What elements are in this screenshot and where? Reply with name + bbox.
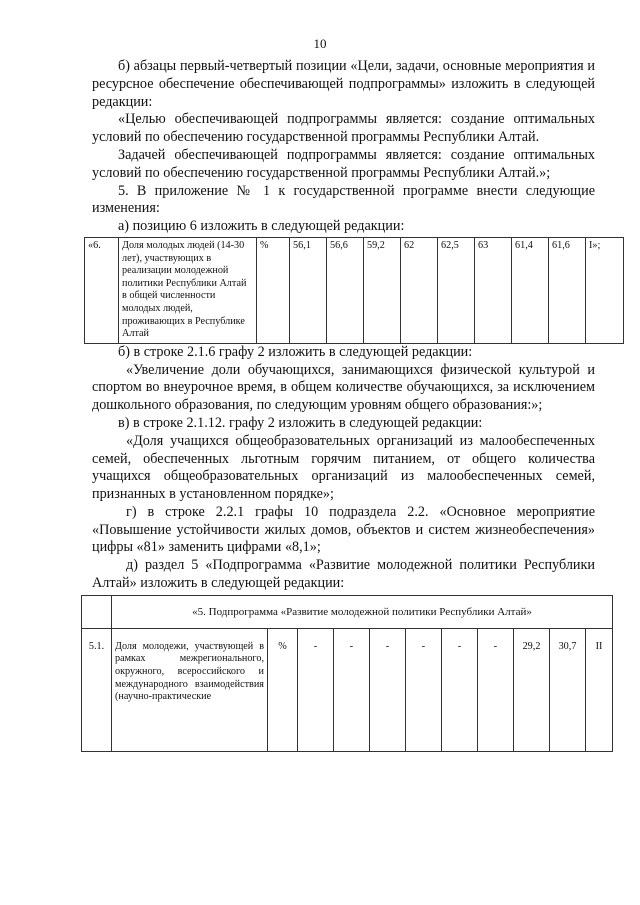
quote-goal: «Целью обеспечивающей подпрограммы является: создание оптимальных условий по обеспечению государственной программы Республики Алтай. [92, 111, 595, 146]
item-5: 5. В приложение № 1 к государственной программе внести следующие изменения: [92, 182, 595, 217]
item-5d: д) раздел 5 «Подпрограмма «Развитие молодежной политики Республики Алтай» изложить в следующей редакции: [92, 557, 595, 592]
cell-empty [82, 595, 112, 628]
cell-value: 56,6 [327, 237, 364, 343]
cell-unit: % [257, 237, 290, 343]
document-body [88, 58, 603, 752]
item-5g: г) в строке 2.2.1 графы 10 подраздела 2.2. «Основное мероприятие «Повышение устойчивости жилых домов, объектов и систем жизнеобеспечения» цифры «81» заменить цифрами «8,1»; [92, 503, 595, 556]
cell-num: 5.1. [82, 628, 112, 751]
cell-last: I»; [586, 237, 624, 343]
page-number: 10 [313, 36, 327, 51]
quote-2-1-6: «Увеличение доли обучающихся, занимающихся физической культурой и спортом во внеурочное время, в общем количестве обучающихся, за исключением дошкольного образования, по следующим уровням общего образования:»; [92, 361, 595, 414]
table-position-6 [84, 237, 624, 344]
cell-value: 59,2 [364, 237, 401, 343]
cell-value: 61,4 [512, 237, 549, 343]
cell-num: «6. [85, 237, 119, 343]
cell-unit: % [268, 628, 298, 751]
table-section-5 [81, 595, 613, 752]
cell-value: 56,1 [290, 237, 327, 343]
item-5v: в) в строке 2.1.12. графу 2 изложить в следующей редакции: [118, 414, 483, 431]
cell-value: - [298, 628, 334, 751]
cell-value: - [334, 628, 370, 751]
cell-value: 29,2 [514, 628, 550, 751]
cell-value: - [478, 628, 514, 751]
table-row [85, 237, 624, 343]
cell-last: II [586, 628, 613, 751]
cell-value: 61,6 [549, 237, 586, 343]
cell-value: 30,7 [550, 628, 586, 751]
cell-value: 62,5 [438, 237, 475, 343]
table-row [82, 628, 613, 751]
item-5b: б) в строке 2.1.6 графу 2 изложить в следующей редакции: [118, 343, 473, 360]
cell-value: - [442, 628, 478, 751]
paragraph-b-abzacy: б) абзацы первый-четвертый позиции «Цели, задачи, основные мероприятия и ресурсное обеспечение обеспечивающей подпрограммы» изложить в следующей редакции: [92, 58, 595, 110]
cell-name: Доля молодых людей (14-30 лет), участвующих в реализации молодежной политики Республики Алтай в общей численности молодых людей, проживающих в Республике Алтай [119, 237, 257, 343]
item-5a: а) позицию 6 изложить в следующей редакции: [118, 218, 405, 235]
section-header: «5. Подпрограмма «Развитие молодежной политики Республики Алтай» [112, 595, 613, 628]
cell-name: Доля молодежи, участвующей в рамках межрегионального, окружного, всероссийского и международного взаимодействия (научно-практические [112, 628, 268, 751]
table-header-row [82, 595, 613, 628]
cell-value: - [370, 628, 406, 751]
quote-task: Задачей обеспечивающей подпрограммы является: создание оптимальных условий по обеспечению государственной программы Республики Алтай.»; [92, 146, 595, 181]
quote-2-1-12: «Доля учащихся общеобразовательных организаций из малообеспеченных семей, обеспеченных льготным горячим питанием, от общего количества учащихся общеобразовательных организаций из малообеспеченных семей, признанных в установленном порядке»; [92, 432, 595, 503]
cell-value: 62 [401, 237, 438, 343]
cell-value: - [406, 628, 442, 751]
cell-value: 63 [475, 237, 512, 343]
